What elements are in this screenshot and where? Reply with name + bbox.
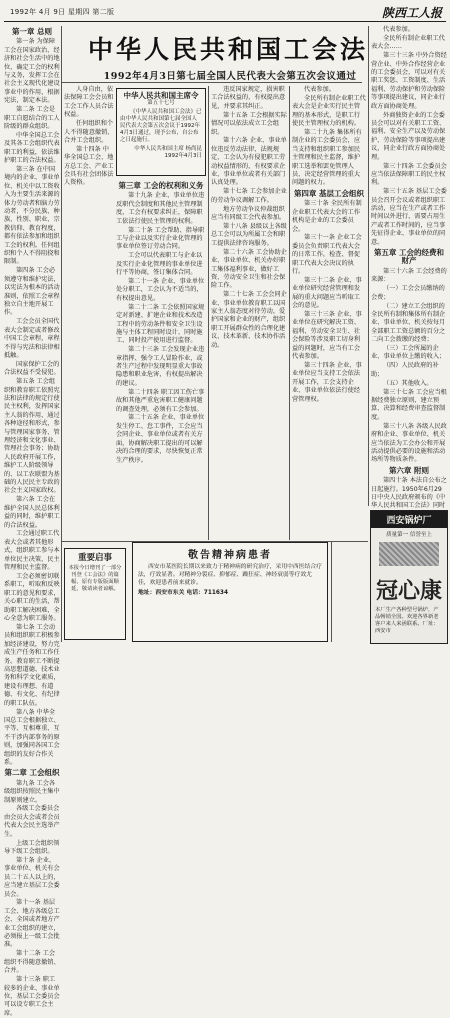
article-paragraph: 工会可以代表职工与企业以及实行企业化管理的事业单位进行平等协商，签订集体合同。 — [116, 252, 203, 277]
factory-photo — [379, 542, 439, 566]
article-paragraph: 第五条 工会组织和教育职工依照宪法和法律的规定行使民主权利，发挥国家主人翁的作用，通过各种途径和形式，参与管理国家事务、管理经济和文化事业、管理社会事务；协助人民政府开展工作，维护工人阶级领导的、以工农联盟为基础的人民民主专政的社会主义国家政权。 — [4, 378, 60, 495]
article-paragraph: （一）工会会员缴纳的会费； — [371, 285, 445, 301]
article-paragraph: 代表参加。 — [304, 86, 335, 93]
article-paragraph: 全民所有制企业职工代表大会…… — [371, 34, 445, 51]
chapter-5-title: 第五章 工会的经费和财产 — [373, 248, 445, 266]
article-paragraph: 第八条 中华全国总工会根据独立、平等、互相尊重、互不干涉内部事务的原则，加强同各国工会组织的友好合作关系。 — [4, 708, 60, 766]
article-paragraph: 全民所有制企业职工代表大会是企业实行民主管理的基本形式，是职工行使民主管理权力的机构。 — [292, 94, 366, 128]
article-paragraph: （五）其他收入。 — [383, 379, 433, 387]
product-mark: 冠心康 — [375, 578, 442, 604]
article-paragraph: 第二十条 工会帮助、指导职工与企业以及实行企业化管理的事业单位签订劳动合同。 — [116, 226, 205, 251]
article-paragraph: 第二十七条 工会会同企业、事业单位教育职工以国家主人翁态度对待劳动，爱护国家和企业的财产，组织职工开展群众性的合理化建议、技术革新、技术协作活动。 — [211, 291, 287, 349]
column-2 — [64, 86, 114, 542]
article-paragraph: 任何组织和个人不得随意撤销、合并工会组织。 — [64, 120, 114, 144]
factory-ad-slogan: 质量第一 信誉至上 — [386, 532, 432, 538]
order-signature: 中华人民共和国主席 杨尚昆 — [134, 146, 202, 152]
article-paragraph: 第三十一条 企业工会委员会负责职工代表大会的日常工作，检查、督促职工代表大会决议的执行。 — [292, 234, 362, 276]
article-paragraph: 工会必须密切联系职工，听取和反映职工的意见和要求，关心职工的生活，帮助职工解决困难，全心全意为职工服务。 — [4, 573, 60, 623]
article-paragraph: （二）建立工会组织的全民所有制和集体所有制企业、事业单位、机关按每月全部职工工资总额的百分之二向工会拨缴的经费； — [371, 302, 446, 344]
article-paragraph: 第七条 工会动员和组织职工积极参加经济建设，努力完成生产任务和工作任务。教育职工不断提高思想道德、技术业务和科学文化素质，建设有理想、有道德、有文化、有纪律的职工队伍。 — [4, 623, 60, 707]
article-paragraph: 人身自由，依法保障工会会员和工会工作人员合法权益。 — [64, 86, 114, 119]
column-5 — [371, 26, 447, 510]
headline: 中华人民共和国工会法 — [87, 35, 368, 64]
article-paragraph: 第三十八条 各级人民政府和企业、事业单位、机关应当依法为工会办公和开展活动提供必要的设施和活动场所等物质条件。 — [371, 422, 447, 464]
article-paragraph: 第三十四条 工会委员会应当依法保障职工的民主权利。 — [371, 162, 447, 187]
ad-body — [133, 561, 327, 589]
chapter-2-title: 第二章 工会组织 — [4, 768, 60, 778]
article-paragraph: 第三十五条 基层工会委员会召开会议或者组织职工活动，应当在生产或者工作时间以外进行，需要占用生产或者工作时间的，应当事先征得企业、事业单位的同意。 — [371, 188, 447, 246]
date-line: 1992年 4月 9日 星期四 第二版 — [10, 8, 115, 16]
order-number: 第五十七号 — [147, 100, 175, 106]
article-paragraph: 各级工会委员会由会员大会或者会员代表大会民主选举产生。 — [4, 805, 60, 838]
article-paragraph: 第十二条 工会组织不得随意撤销、合并。 — [4, 950, 60, 975]
column-divider — [368, 26, 369, 506]
column-divider — [289, 86, 290, 540]
article-paragraph: 第六条 工会在维护全国人民总体利益的同时，维护职工的合法权益。 — [4, 496, 60, 529]
clinic-advertisement — [132, 542, 328, 642]
article-paragraph: 第三十七条 工会应当根据经费独立原则，建立预算、决算和经费审查监督制度。 — [371, 388, 447, 421]
chapter-4-title: 第四章 基层工会组织 — [293, 188, 365, 198]
article-paragraph: 第二十九条 集体所有制企业的工会委员会，应当支持和组织职工参加民主管理和民主监督，维护职工选举和罢免管理人员、决定经营管理的重大问题的权力。 — [292, 129, 362, 187]
article-paragraph: 第三十条 全民所有制企业职工代表大会的工作机构是企业的工会委员会。 — [292, 200, 362, 233]
column-divider — [331, 542, 332, 642]
article-paragraph: 第十九条 企业、事业单位违反职代会制度和其他民主管理制度，工会有权要求纠正，保障职工依法行使民主管理的权利。 — [116, 192, 205, 225]
article-paragraph: 第九条 工会各级组织按照民主集中制原则建立。 — [4, 779, 60, 804]
article-paragraph: 第二十二条 工会依照国家规定对新建、扩建企业和技术改造工程中的劳动条件和安全卫生设施与主体工程同时设计、同时施工、同时投产使用进行监督。 — [116, 303, 205, 345]
column-1 — [4, 26, 60, 1017]
subheadline: 1992年4月3日第七届全国人民代表大会第五次会议通过 — [103, 71, 357, 82]
article-paragraph: 第十条 企业、事业单位、机关有会员二十五人以上的，应当建立基层工会委员会。 — [4, 856, 60, 898]
important-notice-title: 重要启事 — [77, 553, 112, 563]
article-paragraph: 第十一条 基层工会、地方各级总工会、全国或者地方产业工会组织的建立，必须报上一级工会批准。 — [4, 899, 60, 949]
article-paragraph: 第二十三条 工会发现企业违章指挥、强令工人冒险作业，或者生产过程中发现明显重大事故隐患和职业危害，有权提出解决的建议。 — [116, 346, 205, 387]
important-notice-box — [64, 548, 126, 640]
article-paragraph: 地方劳动争议仲裁组织应当有同级工会代表参加。 — [211, 205, 286, 222]
article-paragraph: 第十五条 工会根据实际情况可以依法成立工会组织。 — [211, 111, 287, 136]
article-paragraph: 第十四条 中华全国总工会、地方总工会、产业工会具有社会团体法人资格。 — [64, 145, 114, 187]
article-paragraph: 代表参加。 — [383, 26, 414, 33]
article-paragraph: 第二条 工会是职工自愿结合的工人阶级的群众组织。 — [4, 106, 60, 130]
article-paragraph: （四）人民政府的补助； — [371, 362, 439, 378]
ad-contact: 地址：西安市东关 电话：711634 — [138, 590, 228, 596]
article-paragraph: 中华全国总工会及其各工会组织代表职工的利益，依法维护职工的合法权益。 — [4, 131, 60, 165]
article-paragraph: 第四十条 本法自公布之日起施行。1950年6月29日中央人民政府颁布的《中华人民共和国工会法》同时 — [371, 477, 447, 510]
article-paragraph: 第二十六条 工会协助企业、事业单位、机关办好职工集体福利事业，做好工资、劳动安全卫生和社会保险工作。 — [211, 248, 287, 290]
presidential-order-box — [116, 88, 206, 176]
column-2b — [116, 180, 206, 540]
ad-body-text: 西安市某医院长期以来致力于精神病的研究治疗，采用中西医结合疗法，疗效显著。对精神分裂症、抑郁症、躁狂症、神经衰弱等疗效尤佳，欢迎患者前来就诊。 — [138, 564, 322, 586]
article-paragraph: 第十三条 职工较多的企业、事业单位，基层工会委员会可以设专职工会主席。 — [4, 976, 60, 1017]
article-paragraph: 国家保护工会的合法权益不受侵犯。 — [4, 360, 60, 377]
order-title: 中华人民共和国主席令 — [123, 91, 199, 100]
article-paragraph: 第十八条 县级以上各级总工会可以为所属工会和职工提供法律咨询服务。 — [211, 223, 287, 247]
article-paragraph: 第二十四条 职工因工伤亡事故和其他严重危害职工健康问题的调查处理，必须有工会参加。 — [116, 388, 205, 413]
article-paragraph: 第一条 为保障工会在国家政治、经济和社会生活中的地位，确定工会的权利与义务，发挥工会在社会主义现代化建设事业中的作用，根据宪法，制定本法。 — [4, 38, 60, 105]
factory-advertisement — [370, 510, 448, 644]
important-notice-body: 本报今日增刊了一部分刊登《工会法》的篇幅，原有专版版面顺延，敬请读者谅解。 — [68, 565, 122, 592]
article-paragraph: 第二十五条 企业、事业单位发生停工、怠工事件，工会应当会同企业、事业单位或者有关方面，协商解决职工提出的可以解决的合理的要求，尽快恢复正常生产秩序。 — [116, 414, 205, 464]
article-paragraph: 第三条 在中国境内的企业、事业单位、机关中以工资收入为主要生活来源的体力劳动者和脑力劳动者，不分民族、种族、性别、职业、宗教信仰、教育程度，都有依法参加和组织工会的权利。任何组织和个人不得阻挠和限制。 — [4, 166, 60, 266]
chapter-6-title: 第六章 附则 — [388, 465, 430, 475]
article-paragraph: 第四条 工会必须遵守和维护宪法，以宪法为根本的活动准则，依照工会章程独立自主地开展工作。 — [4, 267, 60, 317]
masthead — [4, 4, 446, 22]
article-paragraph: 上级工会组织领导下级工会组织。 — [4, 839, 60, 855]
article-paragraph: 第三十六条 工会经费的来源： — [371, 267, 447, 284]
article-paragraph: （三）工会所属的企业、事业单位上缴的收入； — [371, 345, 446, 361]
article-paragraph: 第十七条 工会参加企业的劳动争议调解工作。 — [211, 188, 287, 204]
order-date: 1992年4月3日 — [164, 153, 202, 159]
article-paragraph: 第三十三条 企业、事业单位在研究解决工资、福利、劳动安全卫生、社会保险等涉及职工切身利益的问题时，应当有工会代表参加。 — [292, 311, 362, 361]
article-paragraph: 第二十一条 企业、事业单位处分职工，工会认为不适当的，有权提出意见。 — [116, 277, 205, 302]
article-paragraph: 第三十三条 中外合资经营企业、中外合作经营企业的工会委员会，可以对有关职工奖惩、工资制度、生活福利、劳动保护和劳动保险等事项提出建议，同企业行政方面协商处理。 — [371, 52, 447, 110]
chapter-1-title: 第一章 总则 — [11, 27, 53, 36]
article-paragraph: 外商独资企业的工会委员会可以对有关职工工资、福利、安全生产以及劳动保护、劳动保险等事项提出建议，同企业行政方面协商处理。 — [371, 111, 446, 161]
article-paragraph: 违反国家规定，损害职工合法权益的，有权提出意见，并要求其纠正。 — [211, 86, 286, 110]
article-paragraph: 第三十二条 企业、事业单位研究经营管理和发展的重大问题应当听取工会的意见。 — [292, 276, 362, 310]
chapter-3-title: 第三章 工会的权利和义务 — [118, 181, 204, 190]
article-paragraph: 工会会员全国代表大会制定或者修改中国工会章程，章程不得与宪法和法律相抵触。 — [4, 318, 60, 359]
ad-title: 敬告精神病患者 — [188, 550, 272, 561]
article-paragraph: 第十六条 企业、事业单位违反劳动法律、法规规定，工会认为有侵犯职工劳动权益情形的，有权要求企业、事业单位或者有关部门认真处理。 — [211, 137, 287, 187]
column-divider — [208, 86, 209, 540]
article-paragraph: 第三十四条 企业、事业单位应当支持工会依法开展工作，工会支持企业、事业单位依法行使经营管理权。 — [292, 362, 362, 403]
order-body: 《中华人民共和国工会法》已由中华人民共和国第七届全国人民代表大会第五次会议于1992年4月3日通过，现予公布，自公布之日起施行。 — [120, 109, 202, 143]
factory-ad-header: 西安锅炉厂 — [371, 511, 447, 528]
column-divider — [61, 26, 62, 642]
column-3 — [211, 86, 287, 540]
paper-name: 陕西工人报 — [381, 6, 442, 20]
factory-ad-text: 本厂生产各种型号锅炉，产品畅销全国。欢迎各界新老客户来人来函联系。厂址：西安市 — [375, 607, 439, 634]
article-paragraph: 工会通过职工代表大会或者其他形式，组织职工参与本单位民主决策、民主管理和民主监督。 — [4, 530, 60, 572]
column-4 — [292, 86, 366, 540]
headline-rule — [62, 82, 362, 83]
